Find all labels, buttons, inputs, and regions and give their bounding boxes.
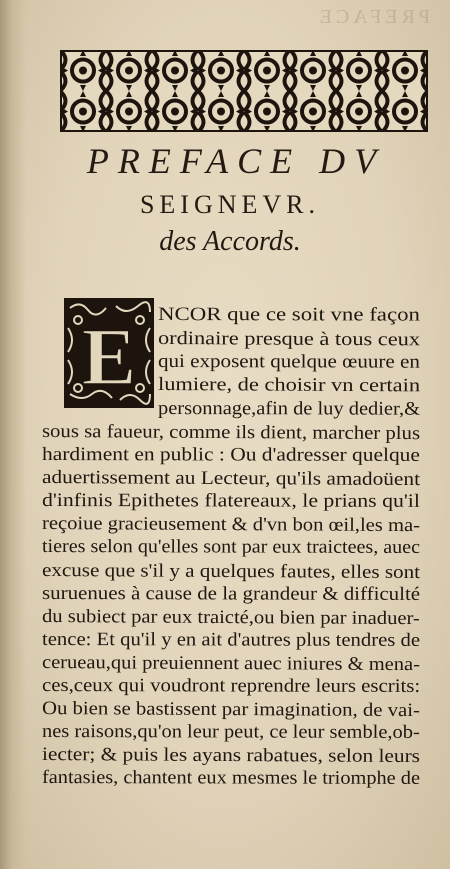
text-line: nes raisons,qu'on leur peut, ce leur semble,ob-: [41, 721, 420, 743]
text-line: ces,ceux qui voudront reprendre leurs escrits:: [41, 675, 421, 697]
text-line: cerueau,qui preuiennent auec iniures & mena-: [41, 652, 421, 676]
text-line: qui exposent quelque œuure en: [157, 351, 420, 373]
text-line: reçoiue gracieusement & d'vn bon œil,les ma-: [41, 513, 421, 537]
text-line: fantasies, chantent eux mesmes le triomphe de: [41, 767, 421, 789]
text-line: ordinaire presque à tous ceux: [157, 328, 421, 351]
text-line: aduertissement au Lecteur, qu'ils amadoüent: [41, 467, 421, 491]
text-line: iecter; & puis les ayans rabatues, selon leurs: [41, 744, 421, 768]
preface-title: PREFACE DV: [86, 141, 386, 181]
text-line: tieres selon qu'elles sont par eux traictees, auec: [41, 536, 421, 558]
preface-subtitle-accords: des Accords.: [159, 226, 301, 257]
bleed-through-running-head: PREFACE: [315, 6, 430, 28]
text-line: hardiment en public : Ou d'adresser quelque: [41, 444, 420, 466]
text-line: tence: Et qu'il y en ait d'autres plus tendres de: [41, 629, 421, 651]
text-line: lumiere, de choisir vn certain: [157, 374, 421, 397]
text-line: suruenues à cause de la grandeur & difficulté: [41, 583, 421, 605]
text-line: sous sa faueur, comme ils dient, marcher plus: [41, 421, 421, 445]
text-line: NCOR que ce soit vne façon: [157, 304, 420, 326]
drop-cap-letter: E: [81, 311, 137, 402]
seigneur-word: SEIGNEVR: [139, 190, 309, 219]
text-line: Ou bien se bastissent par imagination, de vai-: [41, 698, 421, 722]
seigneur-period: .: [308, 190, 321, 219]
text-line: personnage,afin de luy dedier,&: [157, 398, 421, 420]
text-line: d'infinis Epithetes flatereaux, le prians qu'il: [41, 490, 420, 512]
text-line: du subiect par eux traicté,ou bien par inaduer-: [41, 606, 420, 630]
text-line: excuse que s'il y a quelques fautes, elles sont: [41, 560, 421, 584]
